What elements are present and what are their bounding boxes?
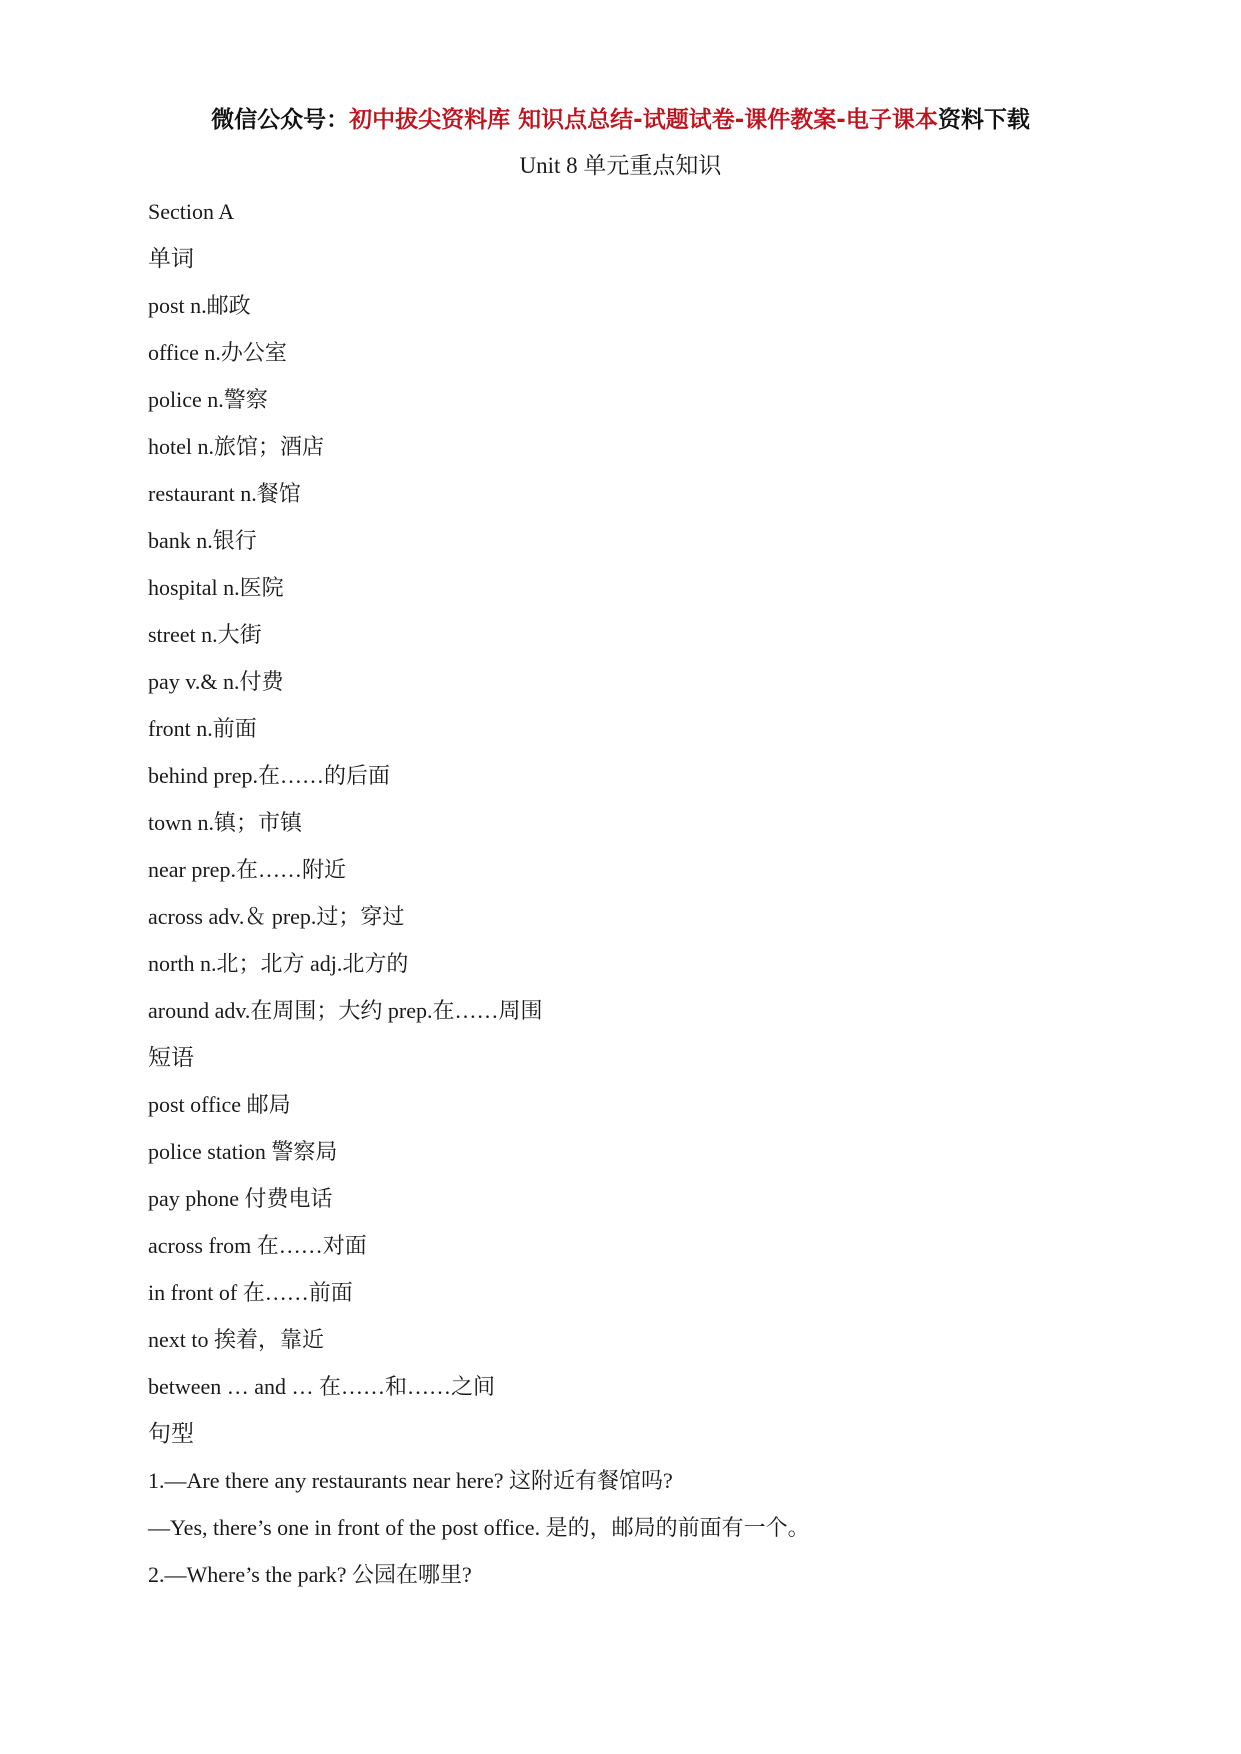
banner-prefix: 微信公众号： (211, 107, 350, 133)
vocab-item: post n.邮政 (148, 293, 251, 318)
phrase-item: between … and … 在……和……之间 (148, 1374, 496, 1399)
sentence-item: 1.—Are there any restaurants near here? 这附近有餐馆吗? (148, 1468, 673, 1493)
phrase-item: next to 挨着，靠近 (148, 1327, 324, 1352)
heading-vocabulary: 单词 (148, 246, 194, 272)
wechat-banner (0, 102, 1241, 138)
banner-suffix: 资料下载 (937, 107, 1030, 133)
vocab-item: near prep.在……附近 (148, 857, 346, 882)
vocab-item: restaurant n.餐馆 (148, 481, 301, 506)
vocab-item: street n.大街 (148, 622, 262, 647)
heading-sentences: 句型 (148, 1421, 194, 1447)
vocab-item: north n.北；北方 adj.北方的 (148, 951, 409, 976)
document-body (148, 194, 1108, 1604)
heading-phrases: 短语 (148, 1045, 194, 1071)
vocab-item: behind prep.在……的后面 (148, 763, 390, 788)
section-label: Section A (148, 199, 235, 224)
phrase-item: across from 在……对面 (148, 1233, 367, 1258)
vocab-item: police n.警察 (148, 387, 268, 412)
vocab-item: across adv.＆ prep.过；穿过 (148, 904, 405, 929)
vocab-item: town n.镇；市镇 (148, 810, 303, 835)
vocab-item: hospital n.医院 (148, 575, 284, 600)
sentence-item: —Yes, there’s one in front of the post office. 是的，邮局的前面有一个。 (148, 1515, 810, 1540)
phrase-item: police station 警察局 (148, 1139, 338, 1164)
vocab-item: hotel n.旅馆；酒店 (148, 434, 324, 459)
phrase-item: post office 邮局 (148, 1092, 291, 1117)
vocab-item: office n.办公室 (148, 340, 287, 365)
phrase-item: in front of 在……前面 (148, 1280, 353, 1305)
phrase-item: pay phone 付费电话 (148, 1186, 333, 1211)
vocab-item: pay v.& n.付费 (148, 669, 284, 694)
vocab-item: bank n.银行 (148, 528, 257, 553)
vocab-item: around adv.在周围；大约 prep.在……周围 (148, 998, 543, 1023)
page-title: Unit 8 单元重点知识 (519, 153, 722, 178)
banner-highlight: 初中拔尖资料库 知识点总结-试题试卷-课件教案-电子课本 (349, 107, 938, 133)
sentence-item: 2.—Where’s the park? 公园在哪里? (148, 1562, 472, 1587)
vocab-item: front n.前面 (148, 716, 257, 741)
